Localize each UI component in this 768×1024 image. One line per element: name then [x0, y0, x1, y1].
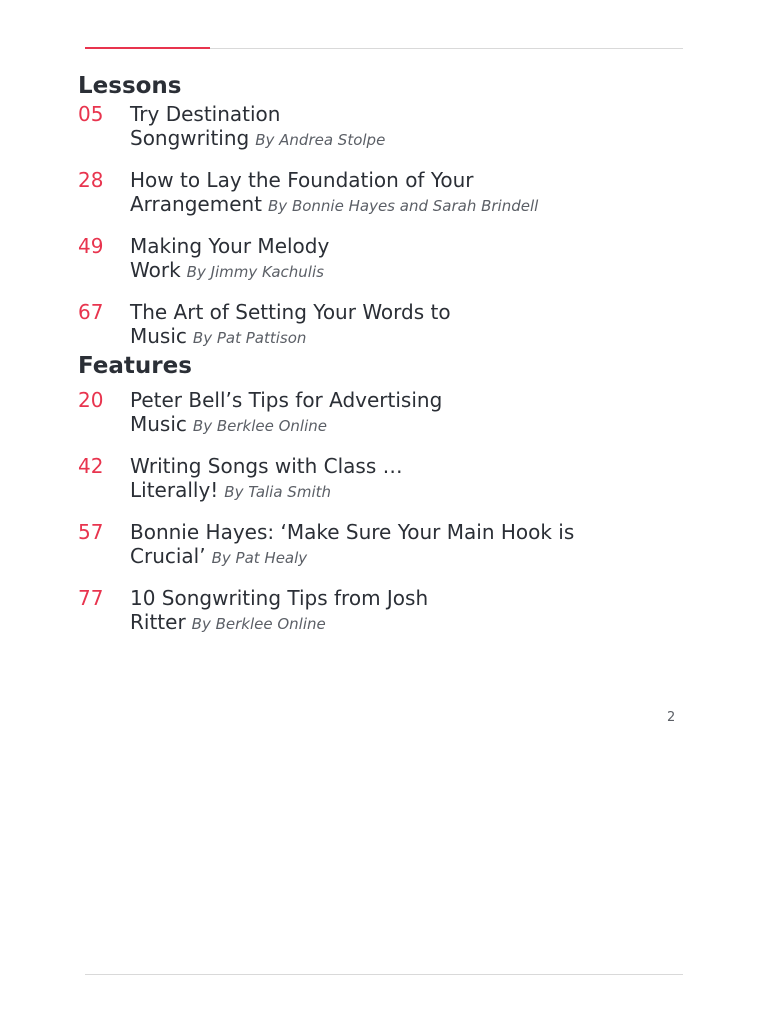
entry-author: By Bonnie Hayes and Sarah Brindell [268, 197, 539, 215]
entry-author: By Andrea Stolpe [255, 131, 386, 149]
toc-entry[interactable] [78, 234, 698, 284]
entry-title: The Art of Setting Your Words to [130, 300, 451, 324]
toc-entry[interactable] [78, 102, 698, 152]
entry-text [130, 388, 698, 438]
entry-text [130, 234, 698, 284]
entry-title: Try Destination [130, 102, 281, 126]
entry-page-number: 20 [78, 388, 104, 412]
entry-title: Writing Songs with Class … [130, 454, 403, 478]
toc-entry[interactable] [78, 388, 698, 438]
entry-author: By Berklee Online [191, 615, 326, 633]
entry-author: By Jimmy Kachulis [186, 263, 324, 281]
entry-author: By Berklee Online [192, 417, 327, 435]
entry-page-number: 28 [78, 168, 104, 192]
toc-entry[interactable] [78, 168, 698, 218]
entry-text [130, 586, 698, 636]
entry-title-continued: Music [130, 324, 187, 348]
entry-title-continued: Arrangement [130, 192, 263, 216]
entry-page-number: 77 [78, 586, 104, 610]
entry-text [130, 168, 698, 218]
toc-entry[interactable] [78, 300, 698, 350]
entry-page-number: 57 [78, 520, 104, 544]
entry-title-continued: Literally! [130, 478, 219, 502]
entry-title-continued: Ritter [130, 610, 186, 634]
entry-title-continued: Music [130, 412, 187, 436]
entry-title: Peter Bell’s Tips for Advertising [130, 388, 443, 412]
entry-title-continued: Songwriting [130, 126, 250, 150]
entry-author: By Pat Healy [211, 549, 308, 567]
entry-title: Bonnie Hayes: ‘Make Sure Your Main Hook is [130, 520, 575, 544]
entry-text [130, 520, 698, 570]
toc-entry[interactable] [78, 586, 698, 636]
toc-entry[interactable] [78, 520, 698, 570]
table-of-contents [78, 72, 698, 636]
bottom-divider [85, 974, 683, 975]
entry-page-number: 67 [78, 300, 104, 324]
entry-text [130, 102, 698, 152]
entry-title-continued: Crucial’ [130, 544, 206, 568]
entry-text [130, 454, 698, 504]
top-accent-bar [85, 47, 210, 49]
entry-title: Making Your Melody [130, 234, 330, 258]
entry-text [130, 300, 698, 350]
page-number: 2 [667, 710, 676, 725]
entry-page-number: 49 [78, 234, 104, 258]
entry-title: 10 Songwriting Tips from Josh [130, 586, 429, 610]
entry-page-number: 05 [78, 102, 104, 126]
entry-page-number: 42 [78, 454, 104, 478]
section-title-lessons: Lessons [78, 73, 182, 99]
entry-author: By Talia Smith [224, 483, 331, 501]
entry-title: How to Lay the Foundation of Your [130, 168, 474, 192]
toc-entry[interactable] [78, 454, 698, 504]
entry-author: By Pat Pattison [192, 329, 307, 347]
entry-title-continued: Work [130, 258, 181, 282]
section-title-features: Features [78, 353, 192, 379]
